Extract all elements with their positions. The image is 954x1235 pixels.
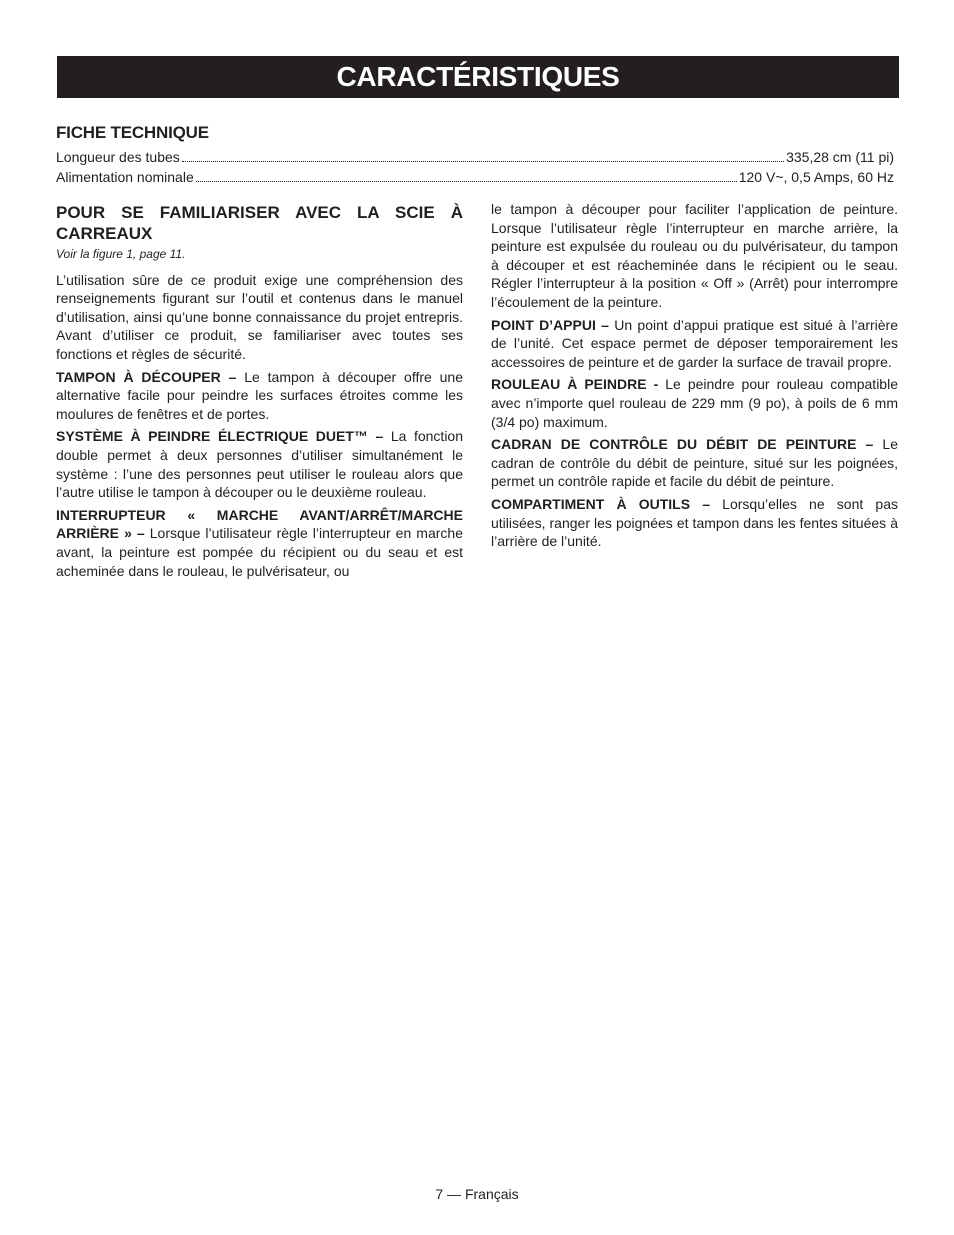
spec-label: Alimentation nominale [56,169,194,185]
section-title-bar [57,56,899,98]
feature-text: Le peindre pour rouleau compatible avec n’importe quel rouleau de 229 mm (9 po), à poils de 6 mm (3/4 po) maximum. [491,376,898,430]
spec-row [56,147,894,167]
feature-term: ROULEAU À PEINDRE - [491,376,659,393]
left-column [56,200,463,584]
feature-term: POINT D’APPUI – [491,316,609,333]
feature-paragraph [56,427,463,501]
spec-value: 335,28 cm (11 pi) [786,149,894,165]
feature-term: SYSTÈME À PEINDRE ÉLECTRIQUE DUET™ – [56,428,384,445]
feature-text: Lorsque l’utilisateur règle l’interrupteur en marche avant, la peinture est pompée du récipient ou du seau et est acheminée dans le rouleau, le pulvérisateur, ou [56,525,463,579]
fiche-heading: FICHE TECHNIQUE [56,123,209,142]
feature-paragraph [491,375,898,431]
feature-paragraph [56,368,463,424]
dot-leader [182,161,784,162]
feature-text: Lorsqu’elles ne sont pas utilisées, ranger les poignées et tampon dans les fentes situées à l’arrière de l’unité. [491,495,898,550]
intro-paragraph: L’utilisation sûre de ce produit exige une compréhension des renseignements figurant sur l’outil et contenus dans le manuel d’utilisation, ainsi qu’une bonne connaissance du projet entrepris. Avant d’utiliser ce produit, se familiariser avec toutes ses fonctions et règles de sécurité. [56,271,463,362]
feature-paragraph [56,506,463,580]
feature-paragraph [491,435,898,491]
spec-value: 120 V~, 0,5 Amps, 60 Hz [738,169,894,185]
page-footer: 7 — Français [435,1186,519,1202]
fiche-technique [56,123,894,187]
dot-leader [196,181,737,182]
familiariser-heading: POUR SE FAMILIARISER AVEC LA SCIE À CARREAUX [56,203,463,243]
feature-paragraph [491,495,898,551]
feature-term: TAMPON À DÉCOUPER – [56,368,237,385]
spec-row [56,167,894,187]
spec-label: Longueur des tubes [56,149,180,165]
feature-text: Un point d’appui pratique est situé à l’arrière de l’unité. Cet espace permet de déposer temporairement les accessoires de peinture et de garder la surface de travail propre. [491,316,898,370]
feature-term: CADRAN DE CONTRÔLE DU DÉBIT DE PEINTURE – [491,436,874,453]
page-title: CARACTÉRISTIQUES [336,61,620,92]
feature-paragraph [491,316,898,372]
feature-text: La fonction double permet à deux personnes d’utiliser simultanément le système : l’une des personnes peut utiliser le rouleau alors que l’autre utilise le tampon à découper ou le deuxième rouleau. [56,428,464,501]
figure-note: Voir la figure 1, page 11. [56,247,186,261]
feature-text: Le cadran de contrôle du débit de peinture, situé sur les poignées, permet un contrôle rapide et facile du débit de peinture. [491,436,898,490]
feature-text: Le tampon à découper offre une alternative facile pour peindre les surfaces étroites comme les moulures de fenêtres et de portes. [56,368,463,422]
feature-term: INTERRUPTEUR « MARCHE AVANT/ARRÊT/MARCHE ARRIÈRE » – [56,506,463,542]
right-column [491,200,898,555]
feature-term: COMPARTIMENT À OUTILS – [491,495,711,512]
continued-paragraph: le tampon à découper pour faciliter l’application de peinture. Lorsque l’utilisateur règle l’interrupteur en marche arrière, la peinture est expulsée du rouleau ou du pulvérisateur, du tampon à découper et est réacheminée dans le récipient ou le seau. Régler l’interrupteur à la position « Off » (Arrêt) pour interrompre l’écoulement de la peinture. [491,201,898,310]
